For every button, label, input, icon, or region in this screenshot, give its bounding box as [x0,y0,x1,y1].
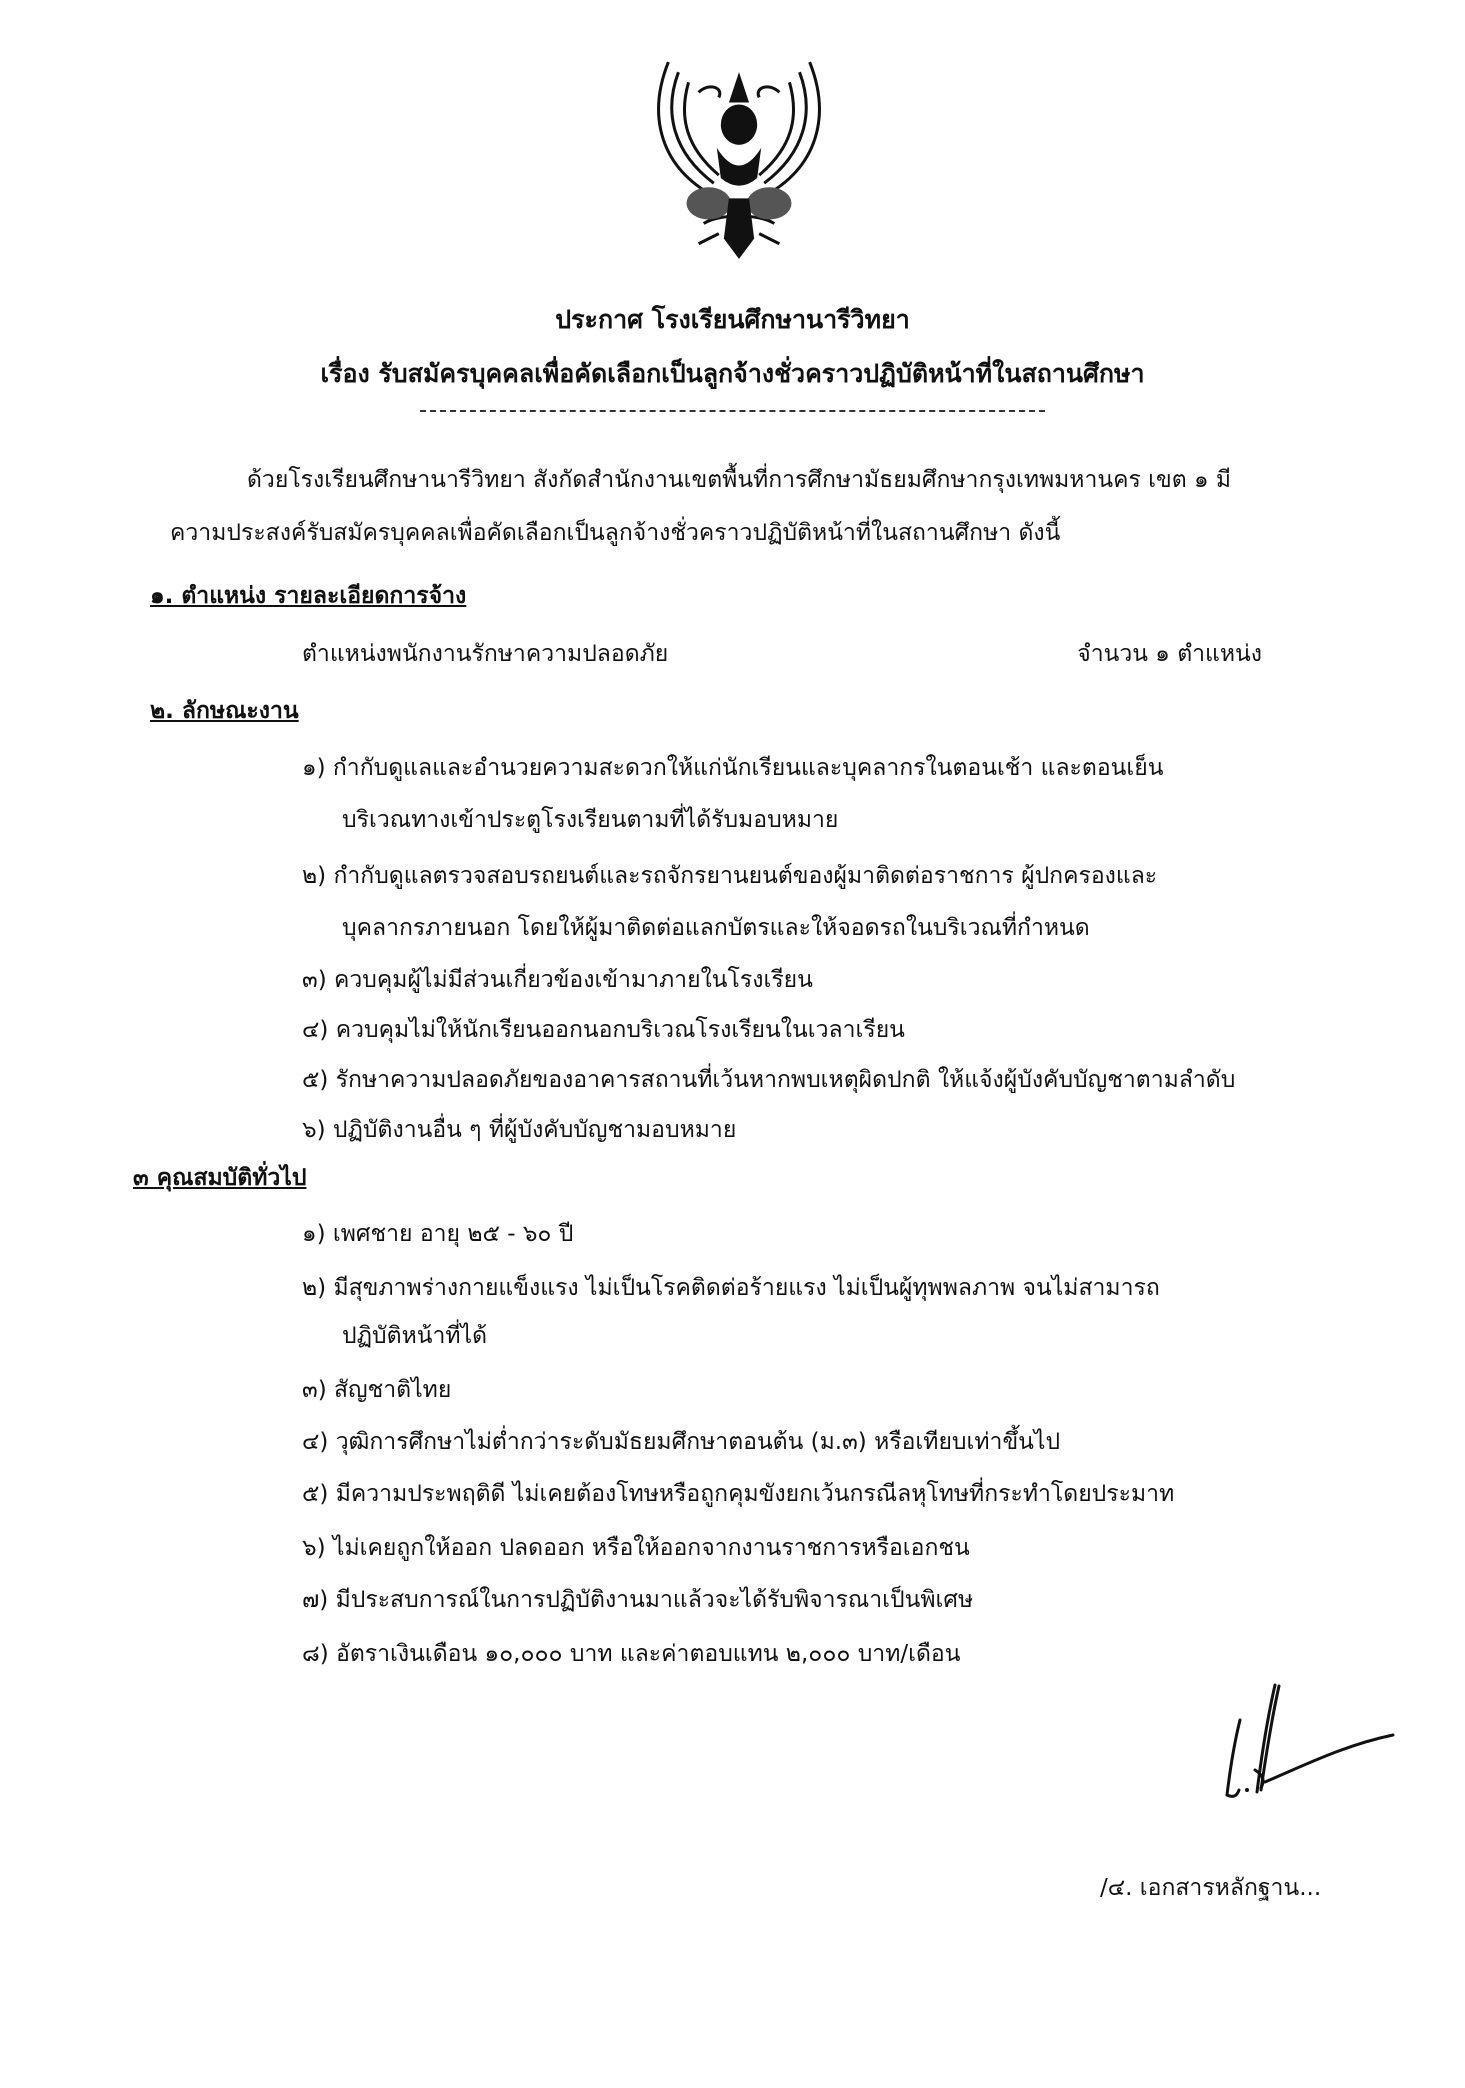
garuda-emblem-icon [628,52,850,274]
duty-item-1-cont: บริเวณทางเข้าประตูโรงเรียนตามที่ได้รับมอบหมาย [342,807,839,833]
section-3-heading: ๓ คุณสมบัติทั่วไป [133,1165,307,1191]
qualification-item-3: ๓) สัญชาติไทย [302,1377,452,1403]
section-2-heading: ๒. ลักษณะงาน [150,698,299,724]
intro-line-1: ด้วยโรงเรียนศึกษานารีวิทยา สังกัดสำนักงานเขตพื้นที่การศึกษามัธยมศึกษากรุงเทพมหานคร เขต ๑ มี [247,467,1232,493]
duty-item-2-cont: บุคลากรภายนอก โดยให้ผู้มาติดต่อแลกบัตรและให้จอดรถในบริเวณที่กำหนด [342,915,1090,941]
signature-icon [1195,1680,1405,1810]
qualification-item-2-cont: ปฏิบัติหน้าที่ได้ [342,1323,488,1349]
section-1-heading: ๑. ตำแหน่ง รายละเอียดการจ้าง [150,583,467,609]
qualification-item-5: ๕) มีความประพฤติดี ไม่เคยต้องโทษหรือถูกคุมขังยกเว้นกรณีลหุโทษที่กระทำโดยประมาท [302,1481,1175,1507]
duty-item-5: ๕) รักษาความปลอดภัยของอาคารสถานที่เว้นหากพบเหตุผิดปกติ ให้แจ้งผู้บังคับบัญชาตามลำดับ [302,1067,1236,1093]
intro-line-2: ความประสงค์รับสมัครบุคคลเพื่อคัดเลือกเป็นลูกจ้างชั่วคราวปฏิบัติหน้าที่ในสถานศึกษา ดังนี้ [170,520,1061,546]
duty-item-2: ๒) กำกับดูแลตรวจสอบรถยนต์และรถจักรยานยนต์ของผู้มาติดต่อราชการ ผู้ปกครองและ [302,863,1158,889]
continued-note: /๔. เอกสารหลักฐาน... [1100,1875,1322,1901]
position-name: ตำแหน่งพนักงานรักษาความปลอดภัย [302,641,669,667]
duty-item-3: ๓) ควบคุมผู้ไม่มีส่วนเกี่ยวข้องเข้ามาภายในโรงเรียน [302,967,813,993]
duty-item-6: ๖) ปฏิบัติงานอื่น ๆ ที่ผู้บังคับบัญชามอบหมาย [302,1117,737,1143]
qualification-item-2: ๒) มีสุขภาพร่างกายแข็งแรง ไม่เป็นโรคติดต่อร้ายแรง ไม่เป็นผู้ทุพพลภาพ จนไม่สามารถ [302,1275,1160,1301]
position-count: จำนวน ๑ ตำแหน่ง [1077,641,1262,667]
duty-item-4: ๔) ควบคุมไม่ให้นักเรียนออกนอกบริเวณโรงเรียนในเวลาเรียน [302,1017,905,1043]
announcement-subject: เรื่อง รับสมัครบุคคลเพื่อคัดเลือกเป็นลูกจ้างชั่วคราวปฏิบัติหน้าที่ในสถานศึกษา [320,359,1145,388]
qualification-item-1: ๑) เพศชาย อายุ ๒๕ - ๖๐ ปี [302,1221,574,1247]
duty-item-1: ๑) กำกับดูแลและอำนวยความสะดวกให้แก่นักเรียนและบุคลากรในตอนเช้า และตอนเย็น [302,755,1164,781]
qualification-item-7: ๗) มีประสบการณ์ในการปฏิบัติงานมาแล้วจะได้รับพิจารณาเป็นพิเศษ [302,1587,974,1613]
position-row [302,636,1262,672]
qualification-item-6: ๖) ไม่เคยถูกให้ออก ปลดออก หรือให้ออกจากงานราชการหรือเอกชน [302,1535,970,1561]
announcement-title: ประกาศ โรงเรียนศึกษานารีวิทยา [555,305,910,334]
qualification-item-8: ๘) อัตราเงินเดือน ๑๐,๐๐๐ บาท และค่าตอบแทน ๒,๐๐๐ บาท/เดือน [302,1641,961,1667]
separator-dashes [420,410,1045,412]
qualification-item-4: ๔) วุฒิการศึกษาไม่ต่ำกว่าระดับมัธยมศึกษาตอนต้น (ม.๓) หรือเทียบเท่าขึ้นไป [302,1429,1061,1455]
